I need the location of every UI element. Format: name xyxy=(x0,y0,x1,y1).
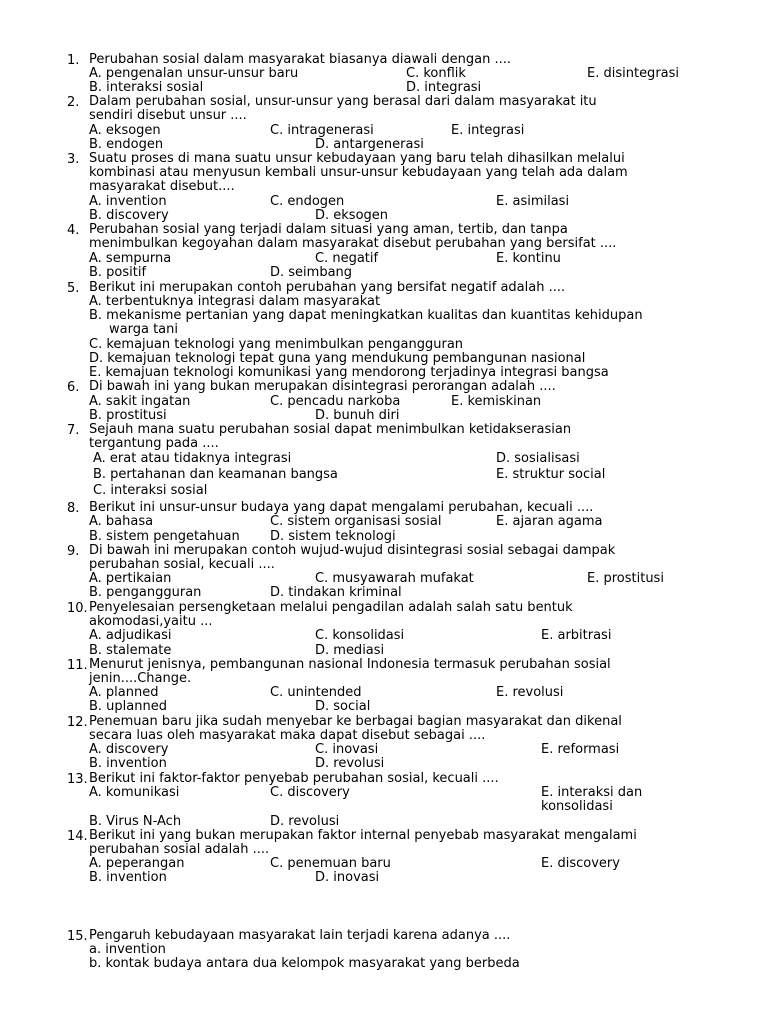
option-a: A. pengenalan unsur-unsur baru xyxy=(89,66,299,81)
question-number: 8. xyxy=(67,501,80,516)
option-b: B. stalemate xyxy=(89,643,172,658)
option-e: E. arbitrasi xyxy=(541,628,612,643)
question-stem: Penyelesaian persengketaan melalui pengadilan adalah salah satu bentuk akomodasi,yaitu ... xyxy=(89,600,573,630)
option-b: B. prostitusi xyxy=(89,408,167,423)
option-d: D. revolusi xyxy=(315,756,385,771)
option-c: C. discovery xyxy=(270,785,350,800)
question-number: 10. xyxy=(67,601,88,616)
option-a: A. discovery xyxy=(89,742,169,757)
option-c: C. sistem organisasi sosial xyxy=(270,514,442,529)
option-list xyxy=(89,295,739,380)
option-a: A. planned xyxy=(89,685,159,700)
option-c: C. konflik xyxy=(406,66,466,81)
option-b: B. Virus N-Ach xyxy=(89,814,182,829)
option-b: B. discovery xyxy=(89,208,169,223)
option-d: D. integrasi xyxy=(406,80,482,95)
option-c: C. interaksi sosial xyxy=(93,483,208,498)
question-number: 15. xyxy=(67,929,88,944)
option-d: D. bunuh diri xyxy=(315,408,400,423)
option-a: A. sempurna xyxy=(89,251,172,266)
question-number: 6. xyxy=(67,380,80,395)
question-stem: Berikut ini merupakan contoh perubahan yang bersifat negatif adalah .... xyxy=(89,280,566,295)
option-e: E. integrasi xyxy=(451,123,525,138)
question-number: 3. xyxy=(67,152,80,167)
option-b: B. endogen xyxy=(89,137,164,152)
option-b: B. interaksi sosial xyxy=(89,80,204,95)
question-number: 14. xyxy=(67,829,88,844)
option-c: C. negatif xyxy=(315,251,379,266)
question-number: 4. xyxy=(67,223,80,238)
question-number: 13. xyxy=(67,772,88,787)
question-stem: Perubahan sosial yang terjadi dalam situasi yang aman, tertib, dan tanpa menimbulkan kegoyahan dalam masyarakat disebut perubahan yang bersifat .... xyxy=(89,222,617,252)
question-number: 9. xyxy=(67,544,80,559)
option-e: E. asimilasi xyxy=(496,194,570,209)
option-c: C. intragenerasi xyxy=(270,123,374,138)
option-d: D. seimbang xyxy=(270,265,353,280)
option-d: D. tindakan kriminal xyxy=(270,585,402,600)
question-stem: Pengaruh kebudayaan masyarakat lain terjadi karena adanya .... xyxy=(89,928,511,943)
option-b: b. kontak budaya antara dua kelompok masyarakat yang berbeda xyxy=(89,956,520,972)
question-stem: Menurut jenisnya, pembangunan nasional Indonesia termasuk perubahan sosial jenin....Change. xyxy=(89,657,611,687)
option-e: E. ajaran agama xyxy=(496,514,603,529)
option-a: A. erat atau tidaknya integrasi xyxy=(93,451,292,466)
option-b: B. uplanned xyxy=(89,699,167,714)
option-c: C. konsolidasi xyxy=(315,628,405,643)
question-stem: Dalam perubahan sosial, unsur-unsur yang berasal dari dalam masyarakat itu sendiri disebut unsur .... xyxy=(89,94,597,124)
option-e: E. disintegrasi xyxy=(587,66,680,81)
question-number: 7. xyxy=(67,423,80,438)
option-e: E. kemajuan teknologi komunikasi yang mendorong terjadinya integrasi bangsa xyxy=(89,365,609,381)
option-d: D. kemajuan teknologi tepat guna yang mendukung pembangunan nasional xyxy=(89,350,586,366)
question-stem: Berikut ini yang bukan merupakan faktor internal penyebab masyarakat mengalami perubahan sosial adalah .... xyxy=(89,828,637,858)
question-stem: Perubahan sosial dalam masyarakat biasanya diawali dengan .... xyxy=(89,52,512,67)
option-d: D. social xyxy=(315,699,371,714)
question-number: 11. xyxy=(67,658,88,673)
question-number: 2. xyxy=(67,95,80,110)
question-stem: Berikut ini faktor-faktor penyebab perubahan sosial, kecuali .... xyxy=(89,771,499,786)
option-a: A. pertikaian xyxy=(89,571,172,586)
option-list xyxy=(89,943,739,971)
option-a: A. terbentuknya integrasi dalam masyarakat xyxy=(89,294,381,309)
option-e: E. revolusi xyxy=(496,685,564,700)
option-e: E. reformasi xyxy=(541,742,620,757)
question-stem: Di bawah ini yang bukan merupakan disintegrasi perorangan adalah .... xyxy=(89,379,556,394)
option-b: B. pengangguran xyxy=(89,585,202,600)
option-d: D. inovasi xyxy=(315,870,380,885)
option-a: a. invention xyxy=(89,942,166,957)
option-c: C. musyawarah mufakat xyxy=(315,571,474,586)
question-stem: Penemuan baru jika sudah menyebar ke berbagai bagian masyarakat dan dikenal secara luas oleh masyarakat maka dapat disebut sebagai .... xyxy=(89,714,622,744)
question-stem: Suatu proses di mana suatu unsur kebudayaan yang baru telah dihasilkan melalui kombinasi atau menyusun kembali unsur-unsur kebudayaan yang telah ada dalam masyarakat disebut.... xyxy=(89,151,628,195)
option-d: D. sosialisasi xyxy=(496,451,580,466)
option-a: A. peperangan xyxy=(89,856,185,871)
option-b: B. invention xyxy=(89,870,167,885)
question-number: 1. xyxy=(67,53,80,68)
question-stem: Di bawah ini merupakan contoh wujud-wujud disintegrasi sosial sebagai dampak perubahan sosial, kecuali .... xyxy=(89,543,616,573)
option-a: A. invention xyxy=(89,194,167,209)
option-b: B. invention xyxy=(89,756,167,771)
option-d: D. sistem teknologi xyxy=(270,529,396,544)
option-d: D. antargenerasi xyxy=(315,137,424,152)
option-a: A. sakit ingatan xyxy=(89,394,191,409)
question-stem: Berikut ini unsur-unsur budaya yang dapat mengalami perubahan, kecuali .... xyxy=(89,500,594,515)
option-c: C. endogen xyxy=(270,194,345,209)
option-d: D. mediasi xyxy=(315,643,385,658)
question-number: 5. xyxy=(67,281,80,296)
option-c: C. inovasi xyxy=(315,742,379,757)
option-a: A. komunikasi xyxy=(89,785,180,800)
option-c: C. kemajuan teknologi yang menimbulkan pengangguran xyxy=(89,336,464,352)
option-e: E. struktur social xyxy=(496,467,606,482)
option-e: E. interaksi dan konsolidasi xyxy=(541,785,643,815)
option-a: A. bahasa xyxy=(89,514,154,529)
option-e: E. discovery xyxy=(541,856,620,871)
option-b: B. sistem pengetahuan xyxy=(89,529,240,544)
option-c: C. unintended xyxy=(270,685,362,700)
option-d: D. eksogen xyxy=(315,208,389,223)
option-c: C. penemuan baru xyxy=(270,856,391,871)
option-c: C. pencadu narkoba xyxy=(270,394,401,409)
option-b: B. positif xyxy=(89,265,147,280)
option-a: A. eksogen xyxy=(89,123,161,138)
option-d: D. revolusi xyxy=(270,814,340,829)
option-e: E. kemiskinan xyxy=(451,394,542,409)
option-e: E. prostitusi xyxy=(587,571,664,586)
option-e: E. kontinu xyxy=(496,251,561,266)
option-b: B. mekanisme pertanian yang dapat meningkatkan kualitas dan kuantitas kehidupan warga tani xyxy=(89,308,643,338)
question-stem: Sejauh mana suatu perubahan sosial dapat menimbulkan ketidakserasian tergantung pada .... xyxy=(89,422,572,452)
option-b: B. pertahanan dan keamanan bangsa xyxy=(93,467,338,482)
option-a: A. adjudikasi xyxy=(89,628,172,643)
question-number: 12. xyxy=(67,715,88,730)
